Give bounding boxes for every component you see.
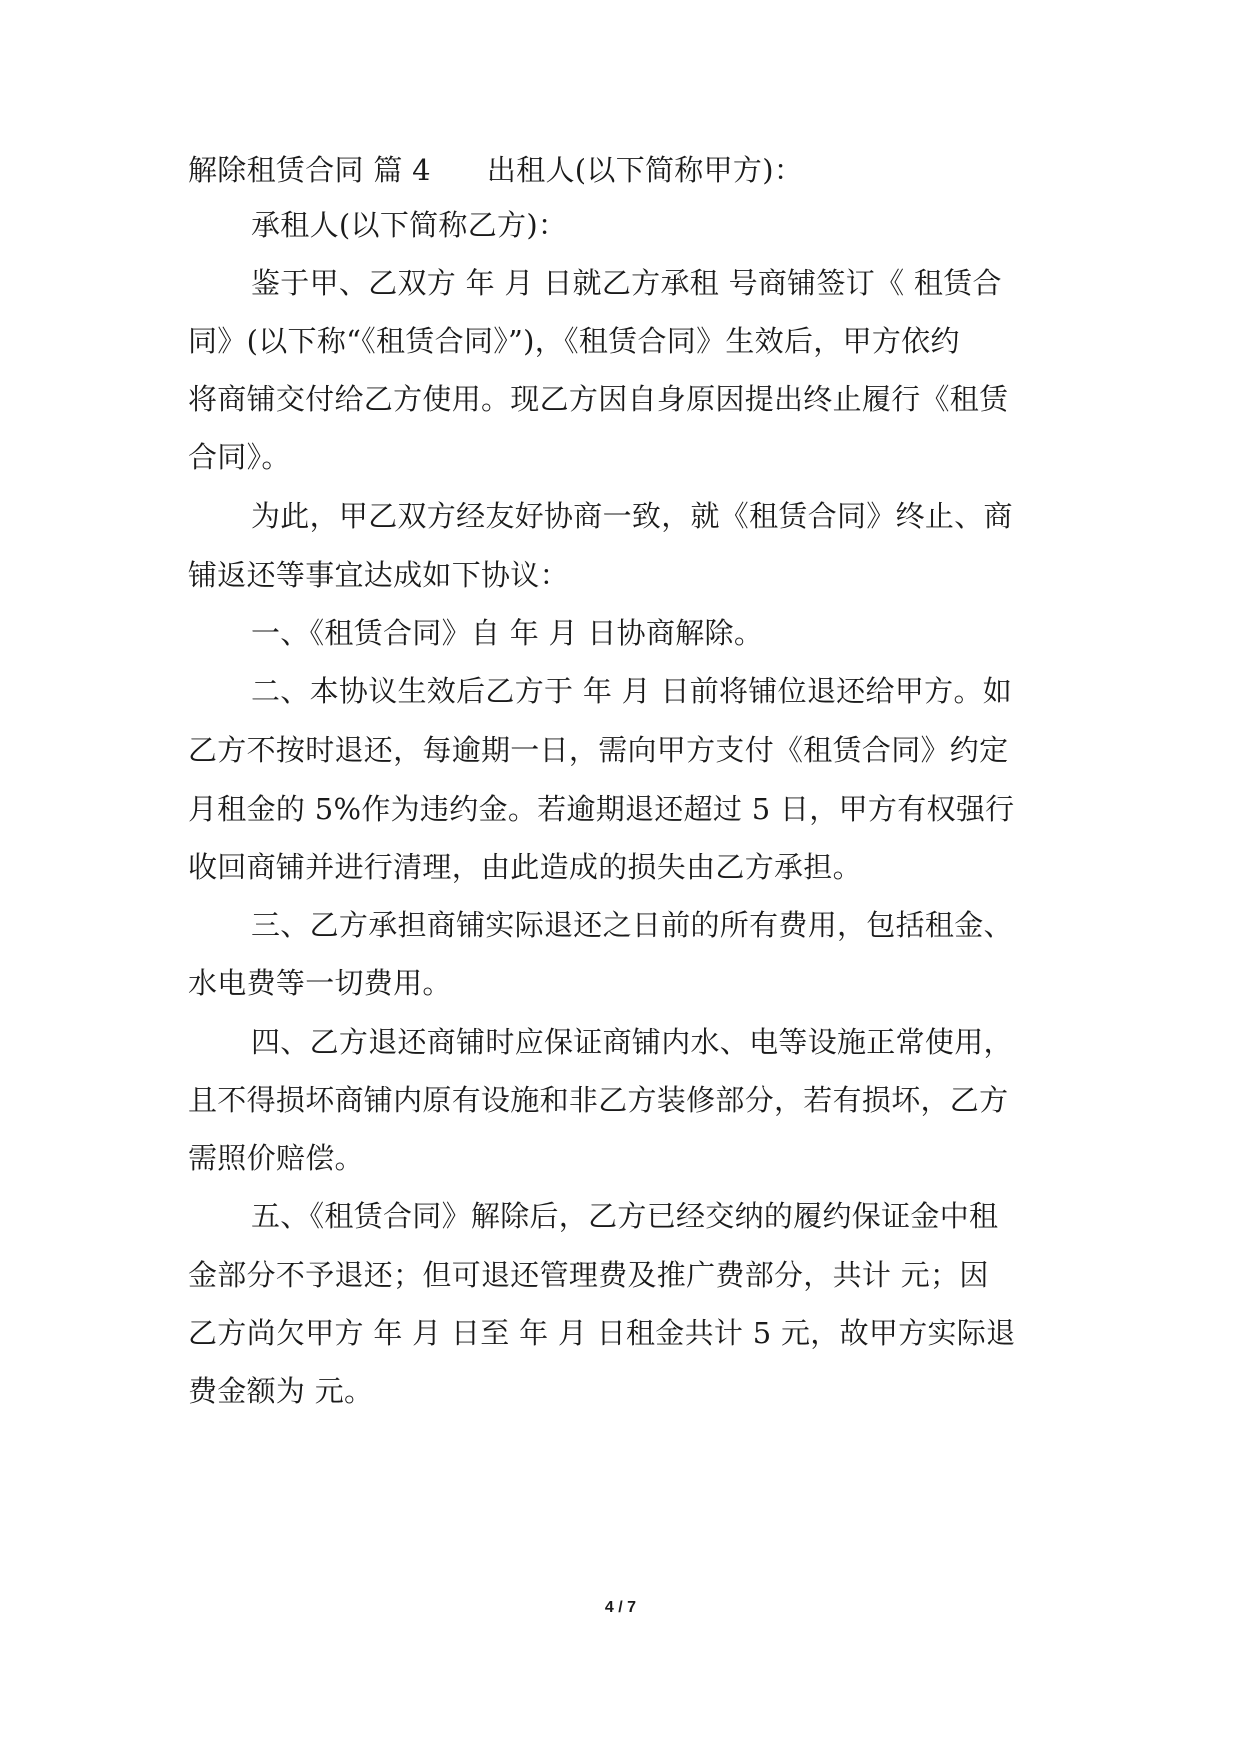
body-line: 月租金的 5%作为违约金。若逾期退还超过 5 日，甲方有权强行 (188, 792, 1015, 826)
document-title: 解除租赁合同 篇 4 (188, 153, 431, 187)
body-line: 合同》。 (188, 440, 291, 474)
body-line: 水电费等一切费用。 (188, 966, 452, 1000)
body-line: 且不得损坏商铺内原有设施和非乙方装修部分，若有损坏，乙方 (188, 1083, 1009, 1117)
title-line (188, 150, 1068, 190)
body-line: 需照价赔偿。 (188, 1141, 364, 1175)
body-line: 铺返还等事宜达成如下协议： (188, 558, 569, 592)
clause-4: 四、乙方退还商铺时应保证商铺内水、电等设施正常使用， (251, 1025, 1013, 1059)
body-line: 乙方不按时退还，每逾期一日，需向甲方支付《租赁合同》约定 (188, 733, 1009, 767)
lessor-label: 出租人(以下简称甲方)： (486, 153, 804, 187)
body-line: 鉴于甲、乙双方 年 月 日就乙方承租 号商铺签订《 租赁合 (251, 266, 1002, 300)
lessee-label: 承租人(以下简称乙方)： (251, 208, 568, 242)
body-line: 为此，甲乙双方经友好协商一致，就《租赁合同》终止、商 (251, 499, 1013, 533)
clause-2: 二、本协议生效后乙方于 年 月 日前将铺位退还给甲方。如 (251, 674, 1013, 708)
clause-3: 三、乙方承担商铺实际退还之日前的所有费用，包括租金、 (251, 908, 1013, 942)
body-line: 同》(以下称“《租赁合同》”)，《租赁合同》生效后，甲方依约 (188, 324, 960, 358)
body-line: 乙方尚欠甲方 年 月 日至 年 月 日租金共计 5 元，故甲方实际退 (188, 1316, 1016, 1350)
body-line: 将商铺交付给乙方使用。现乙方因自身原因提出终止履行《租赁 (188, 382, 1009, 416)
body-line: 收回商铺并进行清理，由此造成的损失由乙方承担。 (188, 850, 862, 884)
body-line: 金部分不予退还；但可退还管理费及推广费部分，共计 元；因 (188, 1258, 989, 1292)
clause-5: 五、《租赁合同》解除后，乙方已经交纳的履约保证金中租 (251, 1199, 999, 1233)
body-line: 费金额为 元。 (188, 1374, 374, 1408)
page-number: 4 / 7 (604, 1599, 637, 1616)
clause-1: 一、《租赁合同》自 年 月 日协商解除。 (251, 616, 764, 650)
